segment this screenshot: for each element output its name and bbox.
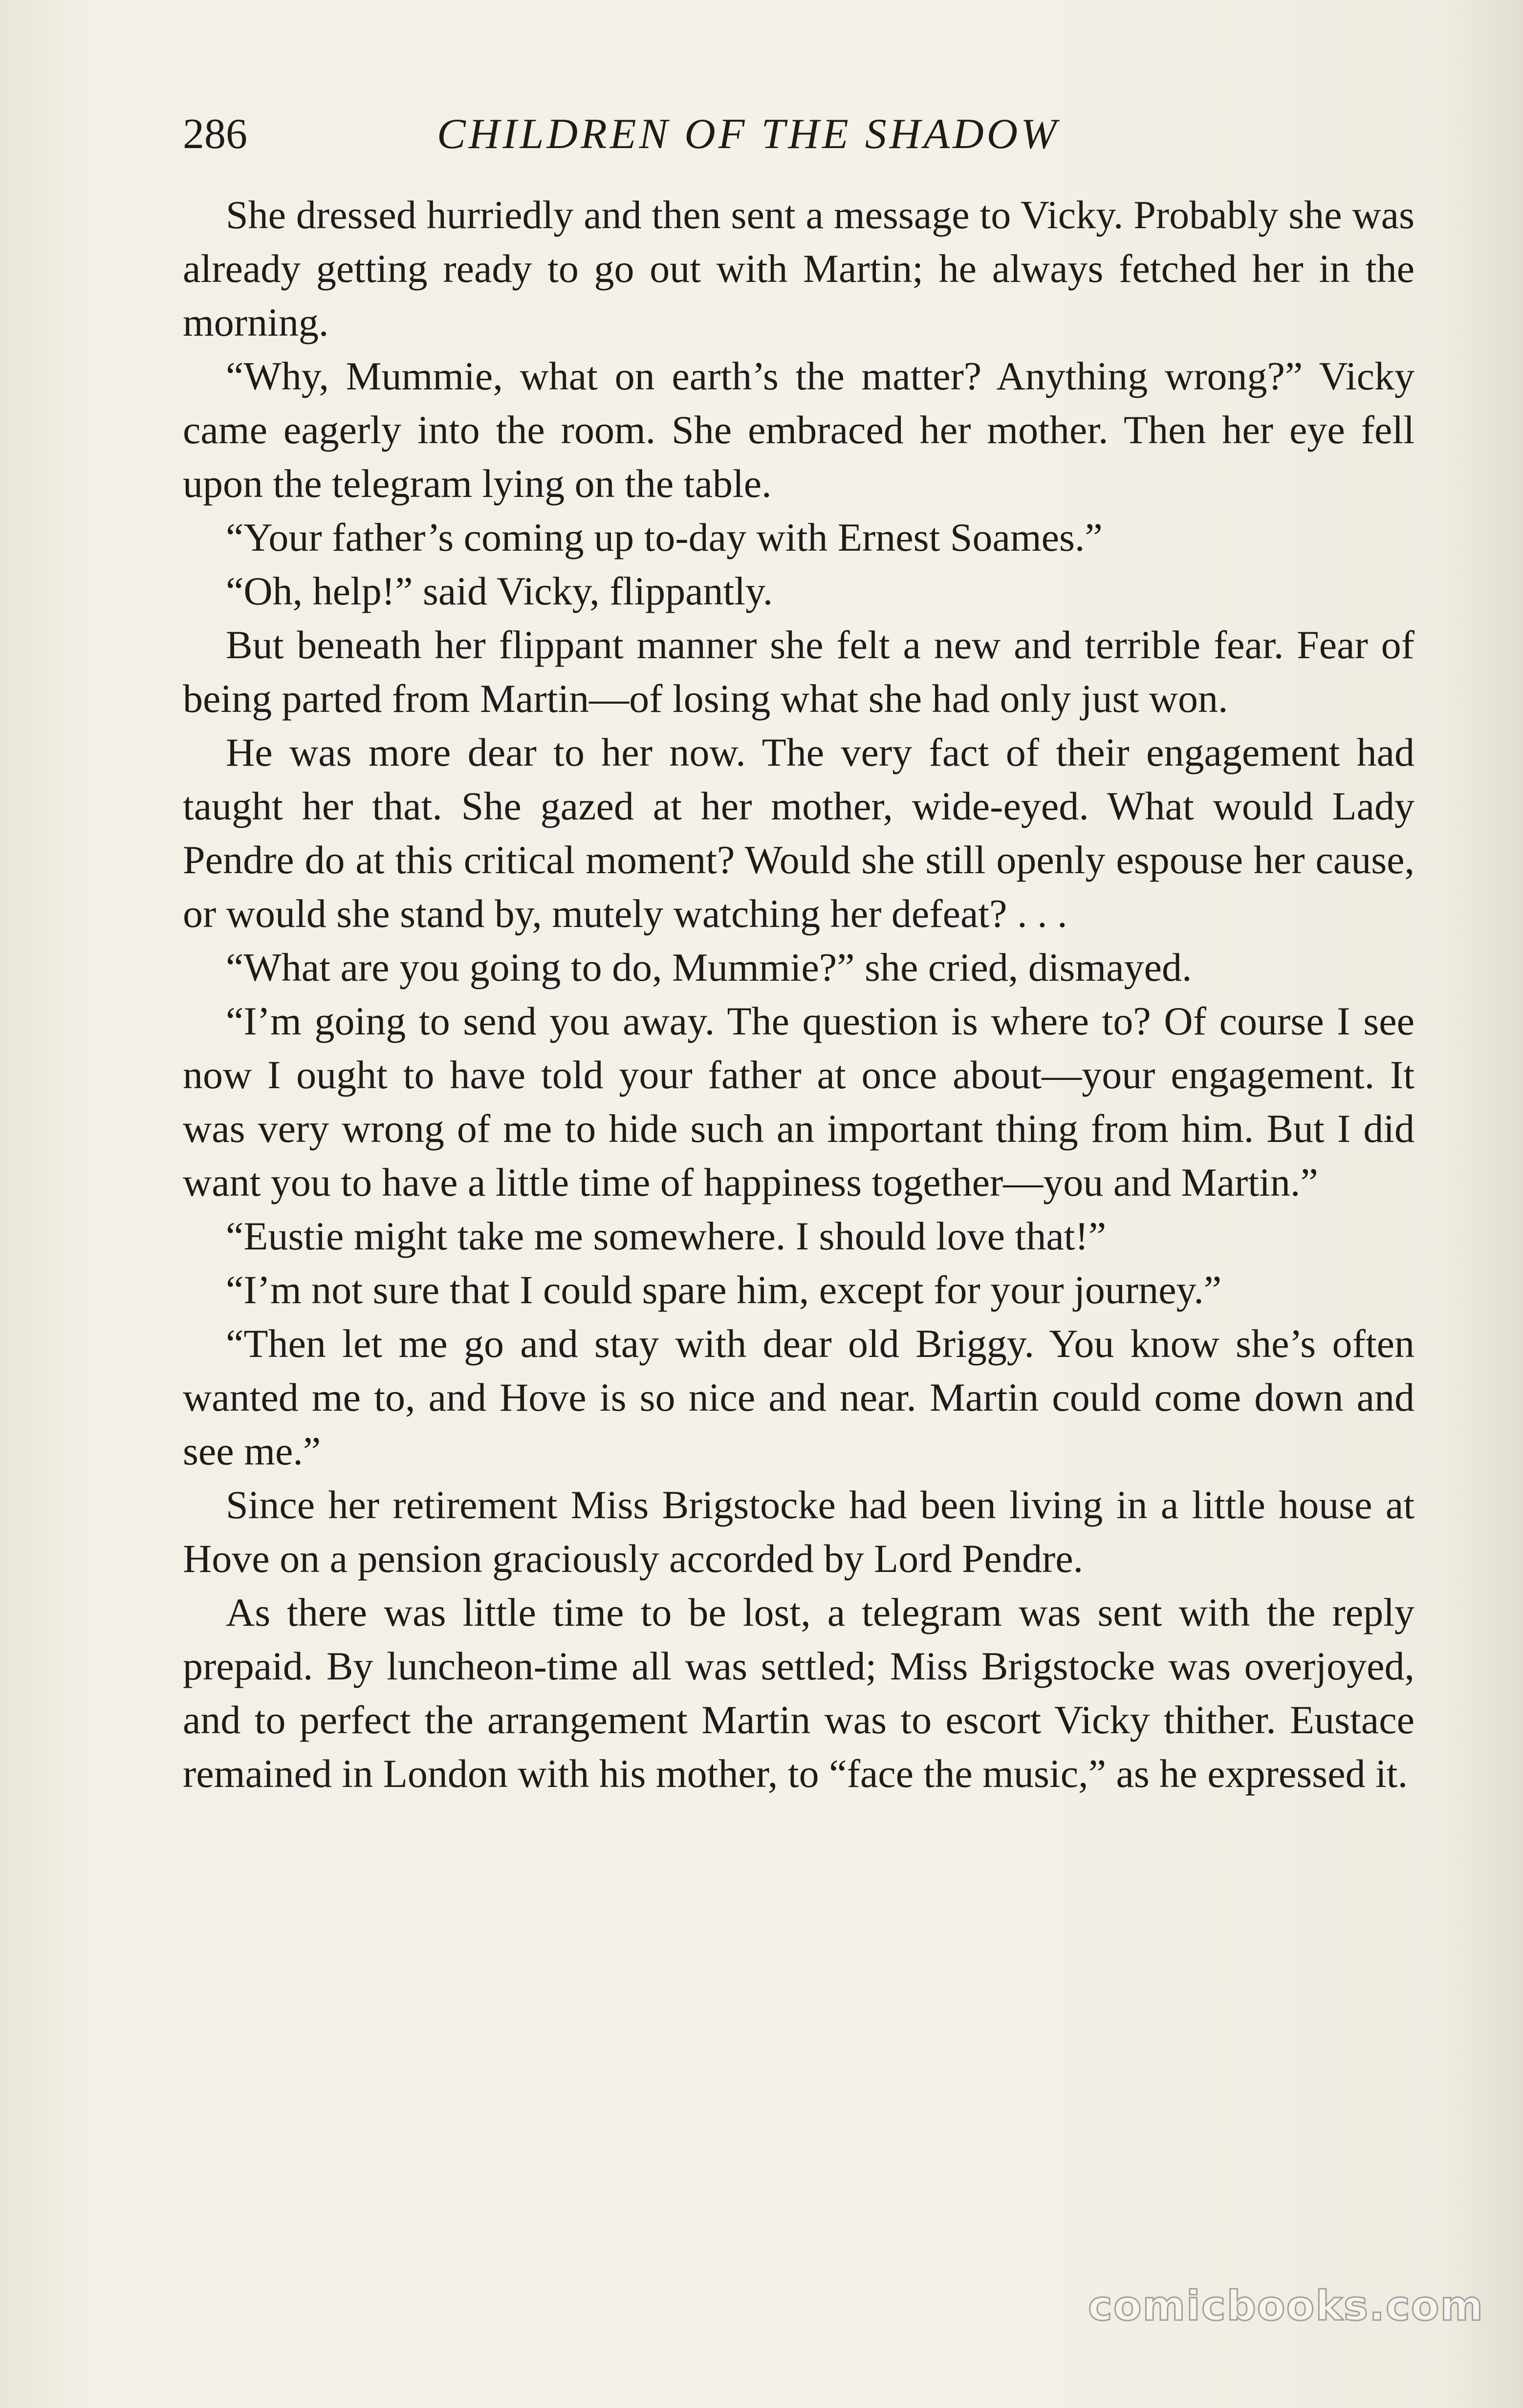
paragraph: She dressed hurriedly and then sent a message to Vicky. Probably she was already getting ready to go out with Martin; he always fetched her in the morning. xyxy=(183,193,1414,344)
paragraph: “I’m not sure that I could spare him, except for your journey.” xyxy=(226,1268,1222,1312)
watermark-logo: comicbooks.com xyxy=(1088,2282,1484,2330)
paragraph: “What are you going to do, Mummie?” she cried, dismayed. xyxy=(226,945,1192,989)
paragraph: “Oh, help!” said Vicky, flippantly. xyxy=(226,569,773,613)
paragraph: But beneath her flippant manner she felt a new and terrible fear. Fear of being parted from Martin—of losing what she had only just won. xyxy=(183,623,1414,721)
running-title: CHILDREN OF THE SHADOW xyxy=(437,110,1060,158)
paragraph: He was more dear to her now. The very fact of their engagement had taught her that. She gazed at her mother, wide-eyed. What would Lady Pendre do at this critical moment? Would she still openly espouse her cause, or would she stand by, mutely watching her defeat? . . . xyxy=(183,730,1414,936)
paragraph: Since her retirement Miss Brigstocke had been living in a little house at Hove on a pension graciously accorded by Lord Pendre. xyxy=(183,1483,1414,1581)
paragraph: “Why, Mummie, what on earth’s the matter? Anything wrong?” Vicky came eagerly into the room. She embraced her mother. Then her eye fell upon the telegram lying on the table. xyxy=(183,354,1414,506)
paragraph: As there was little time to be lost, a telegram was sent with the reply prepaid. By luncheon-time all was settled; Miss Brigstocke was overjoyed, and to perfect the arrangement Martin was to escort Vicky thither. Eustace remained in London with his mother, to “face the music,” as he expressed it. xyxy=(183,1590,1414,1796)
paragraph: “Then let me go and stay with dear old Briggy. You know she’s often wanted me to, and Hove is so nice and near. Martin could come down and see me.” xyxy=(183,1321,1414,1473)
page-number: 286 xyxy=(183,110,247,158)
body-text xyxy=(183,188,1414,1801)
page-header xyxy=(183,103,1414,166)
paragraph: “I’m going to send you away. The question is where to? Of course I see now I ought to have told your father at once about—your engagement. It was very wrong of me to hide such an important thing from him. But I did want you to have a little time of happiness together—you and Martin.” xyxy=(183,999,1414,1204)
paragraph: “Eustie might take me somewhere. I should love that!” xyxy=(226,1214,1107,1258)
paragraph: “Your father’s coming up to-day with Ernest Soames.” xyxy=(226,515,1103,559)
